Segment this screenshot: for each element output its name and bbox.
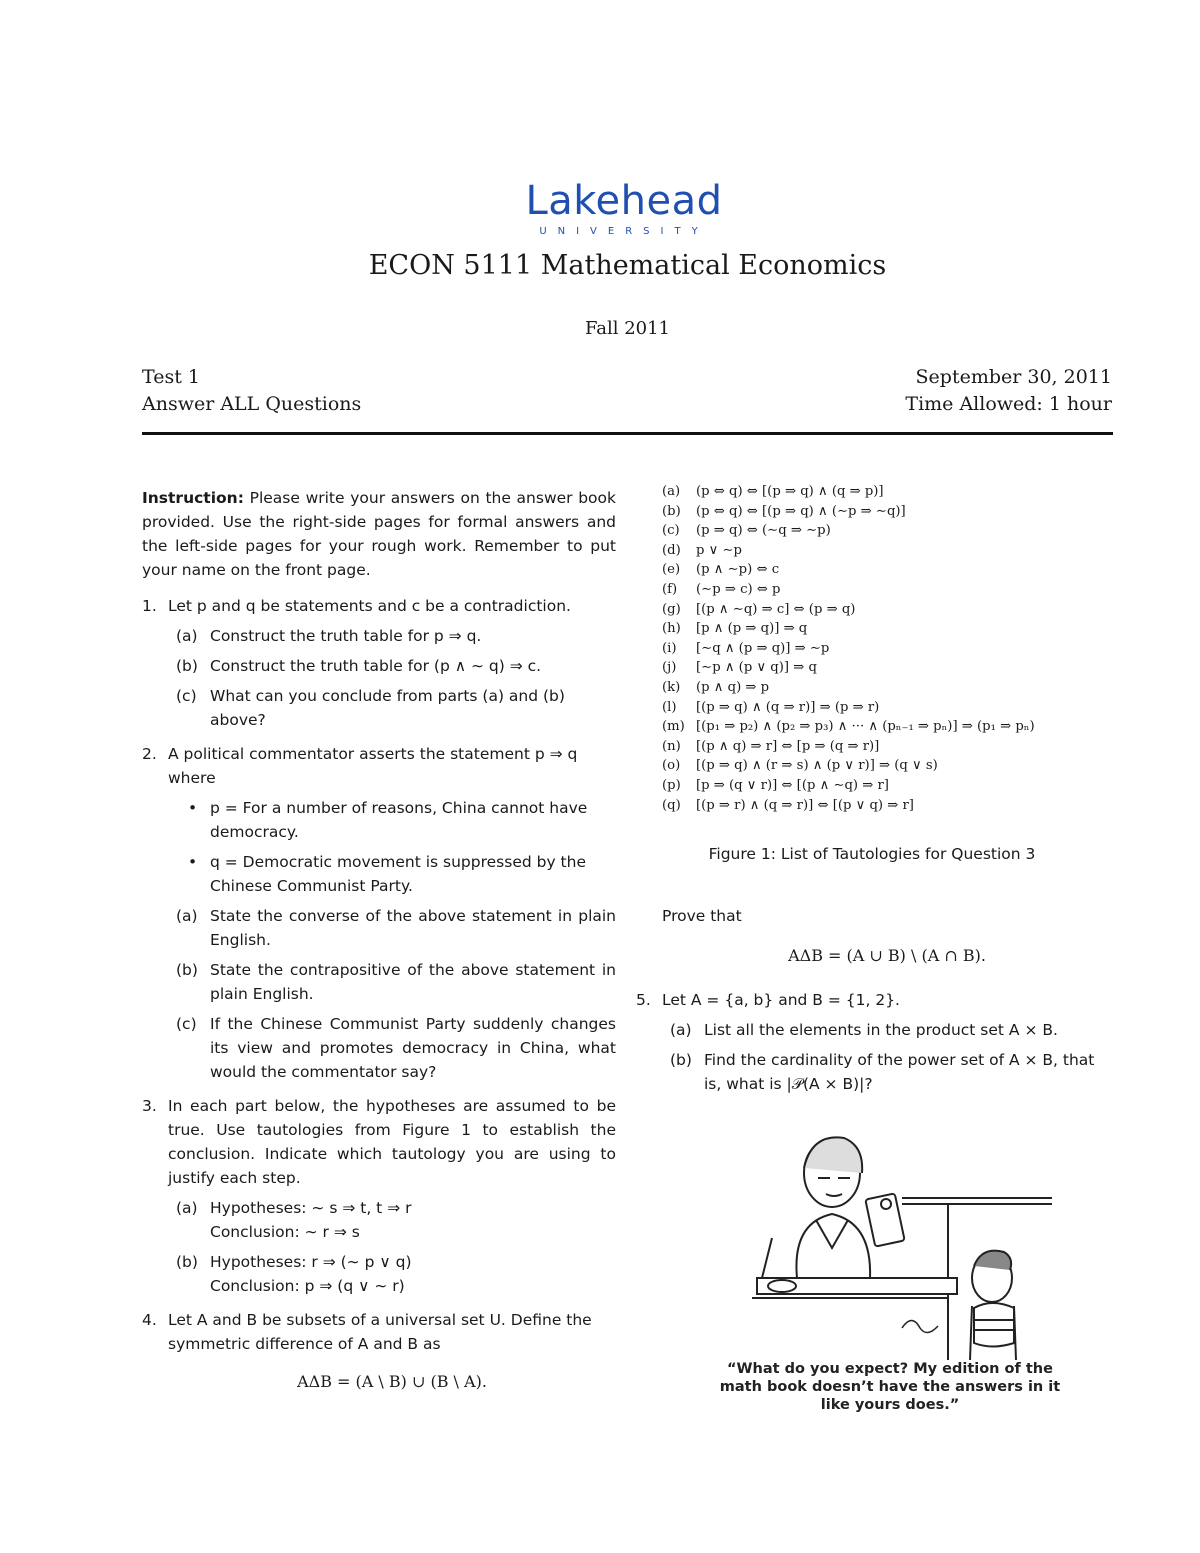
question-number: 2. bbox=[142, 745, 157, 763]
conclusion: Conclusion: ∼ r ⇒ s bbox=[210, 1223, 360, 1241]
bullet-icon: • bbox=[188, 799, 198, 817]
cartoon-caption-line-3: like yours does.” bbox=[820, 1397, 960, 1413]
right-column bbox=[662, 904, 1112, 986]
bullet-text: q = Democratic movement is suppressed by the Chinese Communist Party. bbox=[210, 853, 586, 895]
tautology-formula: (p ⇔ q) ⇔ [(p ⇒ q) ∧ (∼p ⇒ ∼q)] bbox=[696, 503, 906, 519]
tautology-item bbox=[662, 580, 1122, 600]
tautology-formula: [p ∧ (p ⇒ q)] ⇒ q bbox=[696, 621, 808, 637]
tautology-item bbox=[662, 639, 1122, 659]
instruction-text: Please write your answers on the answer book provided. Use the right-side pages for formal answers and the left-side pages for your rough work. Remember to put your name on the front page. bbox=[142, 489, 616, 579]
part-label: (a) bbox=[176, 1199, 198, 1217]
tautology-formula: [(p ⇒ r) ∧ (q ⇒ r)] ⇔ [(p ∨ q) ⇒ r] bbox=[696, 797, 914, 813]
question-5 bbox=[636, 988, 1114, 1106]
tautology-formula: [(p₁ ⇒ p₂) ∧ (p₂ ⇒ p₃) ∧ ··· ∧ (pₙ₋₁ ⇒ pₙ)] ⇒ (p₁ ⇒ pₙ) bbox=[696, 719, 1035, 735]
bullet-item bbox=[168, 850, 616, 898]
tautology-item bbox=[662, 796, 1122, 816]
part-text: If the Chinese Communist Party suddenly changes its view and promotes democracy in China, what would the commentator say? bbox=[210, 1015, 616, 1081]
bullet-text: p = For a number of reasons, China cannot have democracy. bbox=[210, 799, 588, 841]
prove-equation: AΔB = (A ∪ B) \ (A ∩ B). bbox=[788, 946, 986, 965]
question-number: 3. bbox=[142, 1097, 157, 1115]
tautology-item bbox=[662, 698, 1122, 718]
tautology-formula: (p ∧ q) ⇒ p bbox=[696, 679, 770, 695]
prove-that: Prove that bbox=[662, 907, 742, 925]
tautology-item bbox=[662, 658, 1122, 678]
part-label: (c) bbox=[176, 687, 197, 705]
test-date: September 30, 2011 bbox=[915, 366, 1112, 388]
university-logo: Lakehead bbox=[525, 178, 723, 224]
part-label: (a) bbox=[670, 1021, 692, 1039]
tautology-label: (a) bbox=[662, 484, 681, 499]
tautology-item bbox=[662, 717, 1122, 737]
tautology-formula: (∼p ⇒ c) ⇔ p bbox=[696, 581, 781, 597]
part-text: Find the cardinality of the power set of A × B, that is, what is |𝒫(A × B)|? bbox=[704, 1051, 1095, 1093]
tautology-item bbox=[662, 756, 1122, 776]
part-text: Construct the truth table for p ⇒ q. bbox=[210, 627, 482, 645]
instruction-label: Instruction: bbox=[142, 489, 244, 507]
tautology-label: (o) bbox=[662, 758, 681, 774]
course-title: ECON 5111 Mathematical Economics bbox=[368, 250, 887, 281]
part-label: (a) bbox=[176, 907, 198, 925]
part-text: List all the elements in the product set A × B. bbox=[704, 1021, 1058, 1039]
tautology-label: (i) bbox=[662, 640, 677, 656]
tautology-item bbox=[662, 560, 1122, 580]
part-label: (b) bbox=[176, 961, 198, 979]
bullet-icon: • bbox=[188, 853, 198, 871]
cartoon-caption-line-1: “What do you expect? My edition of the bbox=[727, 1361, 1053, 1377]
tautology-item bbox=[662, 502, 1122, 522]
tautology-formula: [∼p ∧ (p ∨ q)] ⇒ q bbox=[696, 660, 817, 676]
tautology-formula: [(p ⇒ q) ∧ (r ⇒ s) ∧ (p ∨ r)] ⇒ (q ∨ s) bbox=[696, 758, 938, 774]
tautology-item bbox=[662, 619, 1122, 639]
test-label: Test 1 bbox=[142, 366, 200, 388]
tautology-formula: [(p ⇒ q) ∧ (q ⇒ r)] ⇒ (p ⇒ r) bbox=[696, 699, 880, 715]
tautology-label: (k) bbox=[662, 679, 681, 695]
hypotheses: Hypotheses: r ⇒ (∼ p ∨ q) bbox=[210, 1253, 412, 1271]
part-label: (a) bbox=[176, 627, 198, 645]
question-number: 4. bbox=[142, 1311, 157, 1329]
figure-caption: Figure 1: List of Tautologies for Question 3 bbox=[708, 845, 1036, 863]
tautology-list bbox=[662, 482, 1122, 815]
instruction bbox=[142, 486, 616, 582]
question-part bbox=[168, 654, 616, 678]
conclusion: Conclusion: p ⇒ (q ∨ ∼ r) bbox=[210, 1277, 405, 1295]
question-number: 1. bbox=[142, 597, 157, 615]
definition-equation: AΔB = (A \ B) ∪ (B \ A). bbox=[297, 1372, 487, 1391]
question-text: A political commentator asserts the statement p ⇒ q where bbox=[168, 745, 578, 787]
question-part bbox=[168, 684, 616, 732]
part-label: (b) bbox=[176, 657, 198, 675]
question-3 bbox=[142, 1094, 616, 1298]
tautology-label: (j) bbox=[662, 660, 677, 676]
question-text: In each part below, the hypotheses are assumed to be true. Use tautologies from Figure 1 to establish the conclusion. Indicate which tautology you are using to justify each step. bbox=[168, 1097, 616, 1187]
tautology-item bbox=[662, 521, 1122, 541]
part-text: Construct the truth table for (p ∧ ∼ q) ⇒ c. bbox=[210, 657, 542, 675]
question-1 bbox=[142, 594, 616, 732]
tautology-label: (b) bbox=[662, 503, 681, 519]
tautology-label: (f) bbox=[662, 581, 678, 597]
time-allowed: Time Allowed: 1 hour bbox=[905, 393, 1112, 415]
question-part bbox=[168, 1012, 616, 1084]
header-divider bbox=[142, 432, 1113, 435]
question-part bbox=[168, 624, 616, 648]
cartoon-caption bbox=[690, 1360, 1090, 1414]
tautology-item bbox=[662, 541, 1122, 561]
part-text: State the contrapositive of the above statement in plain English. bbox=[210, 961, 616, 1003]
question-part bbox=[662, 1018, 1114, 1042]
hypotheses: Hypotheses: ∼ s ⇒ t, t ⇒ r bbox=[210, 1199, 412, 1217]
part-label: (c) bbox=[176, 1015, 197, 1033]
term: Fall 2011 bbox=[584, 318, 671, 339]
question-part bbox=[168, 1196, 616, 1244]
question-text: Let p and q be statements and c be a contradiction. bbox=[168, 597, 571, 615]
tautology-label: (g) bbox=[662, 601, 681, 617]
left-column bbox=[142, 486, 616, 1404]
answer-all-label: Answer ALL Questions bbox=[142, 393, 362, 415]
tautology-item bbox=[662, 482, 1122, 502]
tautology-label: (e) bbox=[662, 562, 681, 578]
tautology-formula: (p ⇒ q) ⇔ (∼q ⇒ ∼p) bbox=[696, 523, 831, 539]
question-number: 5. bbox=[636, 991, 651, 1009]
tautology-formula: p ∨ ∼p bbox=[696, 542, 742, 558]
tautology-label: (d) bbox=[662, 542, 681, 558]
part-text: State the converse of the above statement in plain English. bbox=[210, 907, 616, 949]
tautology-formula: [∼q ∧ (p ⇒ q)] ⇒ ∼p bbox=[696, 640, 830, 656]
bullet-item bbox=[168, 796, 616, 844]
question-text: Let A = {a, b} and B = {1, 2}. bbox=[662, 991, 900, 1009]
question-part bbox=[168, 1250, 616, 1298]
tautology-item bbox=[662, 678, 1122, 698]
tautology-item bbox=[662, 600, 1122, 620]
question-part bbox=[168, 904, 616, 952]
tautology-label: (p) bbox=[662, 777, 681, 793]
question-text: Let A and B be subsets of a universal set U. Define the symmetric difference of A and B as bbox=[168, 1311, 592, 1353]
tautology-formula: (p ⇔ q) ⇔ [(p ⇒ q) ∧ (q ⇒ p)] bbox=[696, 484, 884, 499]
university-logo-subtitle: UNIVERSITY bbox=[539, 226, 709, 237]
tautology-formula: [p ⇒ (q ∨ r)] ⇔ [(p ∧ ∼q) ⇒ r] bbox=[696, 777, 889, 793]
tautology-label: (m) bbox=[662, 719, 685, 735]
tautology-item bbox=[662, 776, 1122, 796]
tautology-label: (l) bbox=[662, 699, 677, 715]
tautology-formula: [(p ∧ q) ⇒ r] ⇔ [p ⇒ (q ⇒ r)] bbox=[696, 738, 880, 754]
part-label: (b) bbox=[670, 1051, 692, 1069]
part-text: What can you conclude from parts (a) and (b) above? bbox=[210, 687, 565, 729]
tautology-label: (h) bbox=[662, 621, 681, 637]
cartoon-caption-line-2: math book doesn’t have the answers in it bbox=[719, 1379, 1061, 1395]
tautology-formula: [(p ∧ ∼q) ⇒ c] ⇔ (p ⇒ q) bbox=[696, 601, 856, 617]
tautology-label: (n) bbox=[662, 738, 681, 754]
question-4 bbox=[142, 1308, 616, 1394]
tautology-item bbox=[662, 737, 1122, 757]
question-part bbox=[168, 958, 616, 1006]
question-2 bbox=[142, 742, 616, 1084]
part-label: (b) bbox=[176, 1253, 198, 1271]
question-part bbox=[662, 1048, 1114, 1096]
tautology-label: (q) bbox=[662, 797, 681, 813]
tautology-formula: (p ∧ ∼p) ⇔ c bbox=[696, 562, 780, 578]
cartoon-illustration bbox=[752, 1128, 1052, 1360]
tautology-label: (c) bbox=[662, 523, 680, 539]
